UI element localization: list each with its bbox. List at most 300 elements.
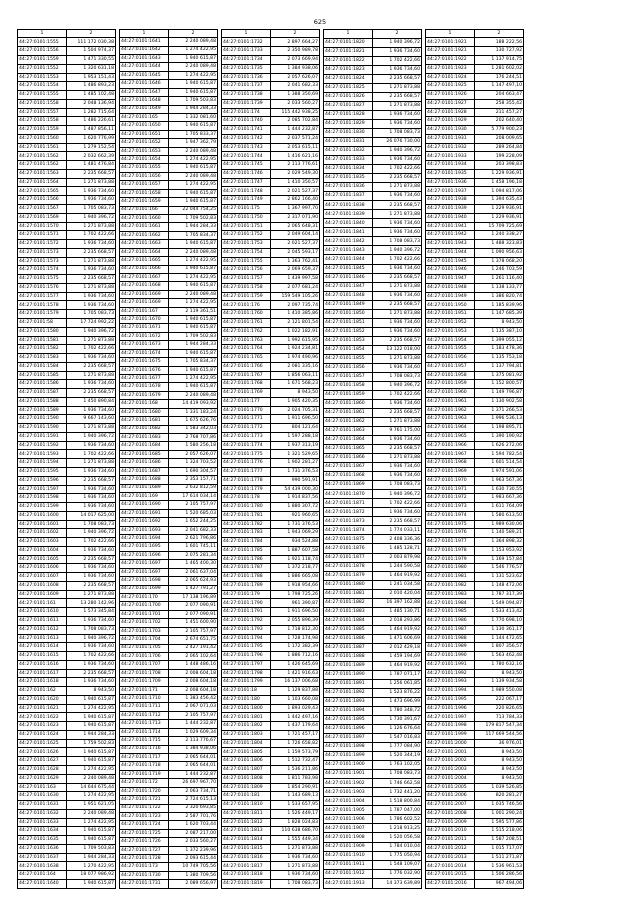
table-row bbox=[120, 754, 218, 762]
cadastral-number-cell: 44:27:0101:1825 bbox=[324, 83, 373, 92]
cadastral-number-cell: 44:27:0101:1703 bbox=[120, 627, 169, 635]
table-row bbox=[18, 406, 116, 415]
cadastral-number-cell: 44:27:0101:1586 bbox=[18, 380, 67, 389]
table-row bbox=[18, 441, 116, 450]
value-cell: 16 137 006,68 bbox=[271, 678, 320, 687]
table-row bbox=[222, 555, 320, 564]
value-cell: 2 029 549,30 bbox=[271, 169, 320, 178]
cadastral-number-cell: 44:27:0101:2000 bbox=[426, 739, 475, 748]
table-row bbox=[426, 187, 524, 196]
value-cell: 1 708 083,73 bbox=[373, 770, 422, 779]
value-cell: 1 914 837,56 bbox=[271, 494, 320, 503]
cadastral-number-cell: 44:27:0101:1953 bbox=[426, 327, 475, 336]
table-row bbox=[324, 345, 422, 354]
value-cell: 2 113 776,67 bbox=[169, 737, 218, 745]
cadastral-number-cell: 44:27:0101:1807 bbox=[222, 766, 271, 775]
value-cell: 1 702 422,66 bbox=[67, 450, 116, 459]
value-cell: 2 010 420,04 bbox=[373, 589, 422, 598]
cadastral-number-cell: 44:27:0101:1872 bbox=[324, 508, 373, 517]
table-row bbox=[18, 126, 116, 135]
cadastral-number-cell: 44:27:0101:1618 bbox=[18, 678, 67, 687]
value-cell: 1 512 732,47 bbox=[271, 757, 320, 766]
value-cell: 1 380 709,56 bbox=[169, 871, 218, 879]
table-row bbox=[324, 120, 422, 129]
table-row bbox=[324, 47, 422, 56]
table-row bbox=[222, 318, 320, 327]
cadastral-number-cell: 44:27:0101:1997 bbox=[426, 713, 475, 722]
cadastral-number-cell: 44:27:0101:1598 bbox=[18, 494, 67, 503]
cadastral-number-cell: 44:27:0101:1751 bbox=[222, 222, 271, 231]
cadastral-number-cell: 44:27:0101:1695 bbox=[120, 543, 169, 551]
value-cell: 1 035 746,56 bbox=[475, 801, 524, 810]
table-row bbox=[18, 590, 116, 599]
table-row bbox=[18, 862, 116, 871]
table-row bbox=[324, 291, 422, 300]
table-row bbox=[222, 275, 320, 284]
value-cell: 1 652 244,25 bbox=[169, 518, 218, 526]
value-cell: 1 421 916,63 bbox=[271, 669, 320, 678]
column-header: 1 bbox=[18, 30, 67, 38]
table-row bbox=[120, 636, 218, 644]
value-cell: 713 784,33 bbox=[475, 713, 524, 722]
cadastral-number-cell: 44:27:0101:1960 bbox=[426, 389, 475, 398]
value-cell: 1 140 589,21 bbox=[475, 529, 524, 538]
table-row bbox=[222, 695, 320, 704]
cadastral-number-cell: 44:27:0101:1862 bbox=[324, 418, 373, 427]
table-row bbox=[426, 91, 524, 100]
registry-table bbox=[17, 29, 623, 889]
table-row bbox=[222, 476, 320, 485]
cadastral-number-cell: 44:27:0101:1774 bbox=[222, 441, 271, 450]
table-row bbox=[426, 476, 524, 485]
table-row bbox=[18, 538, 116, 547]
table-row bbox=[222, 354, 320, 363]
cadastral-number-cell: 44:27:0101:1671 bbox=[120, 324, 169, 332]
table-row bbox=[120, 711, 218, 719]
table-row bbox=[120, 804, 218, 812]
table-row bbox=[120, 787, 218, 795]
table-row bbox=[426, 397, 524, 406]
cadastral-number-cell: 44:27:0101:1694 bbox=[120, 535, 169, 543]
table-row bbox=[120, 467, 218, 475]
value-cell: 2 073 669,94 bbox=[271, 56, 320, 65]
table-row bbox=[426, 739, 524, 748]
table-row bbox=[222, 432, 320, 441]
value-cell: 14 644 675,44 bbox=[67, 783, 116, 792]
value-cell: 2 045 593,17 bbox=[271, 248, 320, 257]
value-cell: 1 936 734,60 bbox=[373, 65, 422, 74]
table-row bbox=[324, 535, 422, 544]
cadastral-number-cell: 44:27:0101:1597 bbox=[18, 485, 67, 494]
table-row bbox=[426, 467, 524, 476]
cadastral-number-cell: 44:27:0101:1942 bbox=[426, 231, 475, 240]
value-cell: 1 536 961,53 bbox=[475, 862, 524, 871]
table-row bbox=[222, 503, 320, 512]
value-cell: 1 983 667,36 bbox=[475, 494, 524, 503]
value-cell: 1 271 873,88 bbox=[373, 454, 422, 463]
value-cell: 1 940 615,87 bbox=[169, 265, 218, 273]
cadastral-number-cell: 44:27:0101:1720 bbox=[120, 787, 169, 795]
cadastral-number-cell: 44:27:0101:1592 bbox=[18, 441, 67, 450]
cadastral-number-cell: 44:27:0101:1965 bbox=[426, 432, 475, 441]
value-cell: 2 008 604,18 bbox=[169, 686, 218, 694]
value-cell: 1 763 102,05 bbox=[373, 761, 422, 770]
cadastral-number-cell: 44:27:0101:1728 bbox=[120, 855, 169, 863]
table-row bbox=[222, 91, 320, 100]
table-row bbox=[324, 481, 422, 490]
value-cell: 1 811 783,98 bbox=[271, 774, 320, 783]
table-row bbox=[426, 634, 524, 643]
cadastral-number-cell: 44:27:0101:1725 bbox=[120, 829, 169, 837]
value-cell: 1 702 422,66 bbox=[67, 345, 116, 354]
cadastral-number-cell: 44:27:0101:1838 bbox=[324, 201, 373, 210]
table-row bbox=[120, 855, 218, 863]
cadastral-number-cell: 44:27:0101:1839 bbox=[324, 210, 373, 219]
value-cell: 1 940 396,72 bbox=[67, 213, 116, 222]
table-row bbox=[426, 231, 524, 240]
cadastral-number-cell: 44:27:0101:1954 bbox=[426, 336, 475, 345]
value-cell: 1 383 456,42 bbox=[169, 695, 218, 703]
table-row bbox=[426, 503, 524, 512]
value-cell: 1 787 317,39 bbox=[475, 590, 524, 599]
table-row bbox=[120, 282, 218, 290]
table-row bbox=[222, 739, 320, 748]
value-cell: 1 384 938,06 bbox=[271, 64, 320, 73]
value-cell: 1 271 873,88 bbox=[373, 183, 422, 192]
value-cell: 1 936 734,60 bbox=[67, 617, 116, 626]
table-row bbox=[120, 652, 218, 660]
cadastral-number-cell: 44:27:0101:1715 bbox=[120, 737, 169, 745]
table-row bbox=[426, 441, 524, 450]
table-row bbox=[222, 47, 320, 56]
cadastral-number-cell: 44:27:0101:1931 bbox=[426, 134, 475, 143]
value-cell: 1 963 567,36 bbox=[475, 476, 524, 485]
cadastral-number-cell: 44:27:0101:1628 bbox=[18, 766, 67, 775]
value-cell: 1 246 703,59 bbox=[475, 266, 524, 275]
value-cell: 1 523 876,22 bbox=[373, 688, 422, 697]
table-row bbox=[18, 687, 116, 696]
cadastral-number-cell: 44:27:0101:1585 bbox=[18, 371, 67, 380]
cadastral-number-cell: 44:27:0101:1559 bbox=[18, 56, 67, 65]
value-cell: 2 674 651,75 bbox=[169, 636, 218, 644]
table-row bbox=[426, 415, 524, 424]
cadastral-number-cell: 44:27:0101:1952 bbox=[426, 318, 475, 327]
table-row bbox=[426, 380, 524, 389]
value-cell: 2 057 626,07 bbox=[271, 73, 320, 82]
table-row bbox=[18, 678, 116, 687]
table-row bbox=[426, 371, 524, 380]
cadastral-number-cell: 44:27:0101:166 bbox=[120, 206, 169, 214]
table-row bbox=[324, 734, 422, 743]
cadastral-number-cell: 44:27:0101:167 bbox=[120, 307, 169, 315]
cadastral-number-cell: 44:27:0101:1558 bbox=[18, 117, 67, 126]
cadastral-number-cell: 44:27:0101:1777 bbox=[222, 467, 271, 476]
cadastral-number-cell: 44:27:0101:1836 bbox=[324, 183, 373, 192]
table-row bbox=[426, 809, 524, 818]
cadastral-number-cell: 44:27:0101:1641 bbox=[120, 38, 169, 46]
cadastral-number-cell: 44:27:0101:1924 bbox=[426, 73, 475, 82]
table-row bbox=[426, 292, 524, 301]
value-cell: 54 439 000,30 bbox=[271, 485, 320, 494]
cadastral-number-cell: 44:27:0101:1557 bbox=[18, 108, 67, 117]
value-cell: 2 087 217,00 bbox=[169, 829, 218, 837]
value-cell: 258 355,42 bbox=[475, 99, 524, 108]
table-row bbox=[18, 91, 116, 100]
cadastral-number-cell: 44:27:0101:1864 bbox=[324, 436, 373, 445]
cadastral-number-cell: 44:27:0101:1789 bbox=[222, 581, 271, 590]
table-row bbox=[120, 821, 218, 829]
table-row bbox=[426, 581, 524, 590]
table-row bbox=[18, 818, 116, 827]
value-cell: 2 121 801,54 bbox=[271, 318, 320, 327]
table-row bbox=[18, 380, 116, 389]
table-row bbox=[426, 248, 524, 257]
cadastral-number-cell: 44:27:0101:1733 bbox=[222, 47, 271, 56]
value-cell: 2 235 668,57 bbox=[67, 362, 116, 371]
table-row bbox=[222, 283, 320, 292]
table-row bbox=[120, 737, 218, 745]
cadastral-number-cell: 44:27:0101:1902 bbox=[324, 779, 373, 788]
value-cell: 1 921 118,74 bbox=[271, 555, 320, 564]
table-row bbox=[120, 535, 218, 543]
cadastral-number-cell: 44:27:0101:1972 bbox=[426, 494, 475, 503]
table-row bbox=[222, 196, 320, 205]
table-row bbox=[426, 722, 524, 731]
table-row bbox=[222, 643, 320, 652]
value-cell: 204 663,47 bbox=[475, 91, 524, 100]
value-cell: 1 911 696,50 bbox=[271, 608, 320, 617]
cadastral-number-cell: 44:27:0101:1945 bbox=[426, 257, 475, 266]
value-cell: 1 029 609,34 bbox=[169, 728, 218, 736]
cadastral-number-cell: 44:27:0101:1866 bbox=[324, 454, 373, 463]
value-cell: 1 144 472,65 bbox=[475, 634, 524, 643]
cadastral-number-cell: 44:27:0101:1655 bbox=[120, 164, 169, 172]
table-row bbox=[324, 851, 422, 860]
value-cell: 1 936 734,60 bbox=[67, 354, 116, 363]
cadastral-number-cell: 44:27:0101:1895 bbox=[324, 716, 373, 725]
table-row bbox=[324, 661, 422, 670]
value-cell: 1 936 734,60 bbox=[271, 853, 320, 862]
table-row bbox=[18, 196, 116, 205]
cadastral-number-cell: 44:27:0101:1565 bbox=[18, 187, 67, 196]
table-row bbox=[426, 82, 524, 91]
cadastral-number-cell: 44:27:0101:1731 bbox=[120, 880, 169, 889]
value-cell: 1 702 422,66 bbox=[67, 231, 116, 240]
value-cell: 1 271 873,88 bbox=[67, 336, 116, 345]
value-cell: 1 583 342,03 bbox=[169, 425, 218, 433]
table-row bbox=[426, 660, 524, 669]
value-cell: 1 992 615,95 bbox=[271, 336, 320, 345]
cadastral-number-cell: 44:27:0101:1978 bbox=[426, 546, 475, 555]
cadastral-number-cell: 44:27:0101:1847 bbox=[324, 282, 373, 291]
column-header: 2 bbox=[373, 30, 422, 39]
value-cell: 1 702 422,66 bbox=[373, 255, 422, 264]
value-cell: 1 152 800,57 bbox=[475, 380, 524, 389]
table-row bbox=[324, 309, 422, 318]
cadastral-number-cell: 44:27:0101:1968 bbox=[426, 459, 475, 468]
value-cell: 1 324 703,52 bbox=[169, 459, 218, 467]
table-row bbox=[222, 757, 320, 766]
table-row bbox=[222, 652, 320, 661]
cadastral-number-cell: 44:27:0101:1823 bbox=[324, 65, 373, 74]
table-row bbox=[222, 301, 320, 310]
cadastral-number-cell: 44:27:0101:2015 bbox=[426, 871, 475, 880]
value-cell: 2 235 668,57 bbox=[373, 445, 422, 454]
table-row bbox=[222, 774, 320, 783]
table-row bbox=[120, 829, 218, 837]
table-row bbox=[222, 169, 320, 178]
cadastral-number-cell: 44:27:0101:1611 bbox=[18, 617, 67, 626]
cadastral-number-cell: 44:27:0101:1819 bbox=[222, 879, 271, 888]
cadastral-number-cell: 44:27:0101:1888 bbox=[324, 652, 373, 661]
value-cell: 115 442 938,25 bbox=[271, 108, 320, 117]
column-header: 2 bbox=[475, 30, 524, 38]
value-cell: 2 033 560,27 bbox=[169, 838, 218, 846]
table-row bbox=[18, 143, 116, 152]
cadastral-number-cell: 44:27:0101:1702 bbox=[120, 619, 169, 627]
table-row bbox=[426, 564, 524, 573]
table-row bbox=[222, 310, 320, 319]
cadastral-number-cell: 44:27:0101:1791 bbox=[222, 608, 271, 617]
cadastral-number-cell: 44:27:0101:1661 bbox=[120, 223, 169, 231]
cadastral-number-cell: 44:27:0101:1832 bbox=[324, 147, 373, 156]
table-row bbox=[426, 871, 524, 880]
cadastral-number-cell: 44:27:0101:1710 bbox=[120, 695, 169, 703]
table-row bbox=[426, 108, 524, 117]
value-cell: 1 940 615,87 bbox=[67, 757, 116, 766]
value-cell: 1 936 734,60 bbox=[67, 494, 116, 503]
table-row bbox=[324, 743, 422, 752]
table-row bbox=[120, 619, 218, 627]
table-row bbox=[426, 774, 524, 783]
table-row bbox=[222, 397, 320, 406]
value-cell: 1 775 050,94 bbox=[373, 851, 422, 860]
cadastral-number-cell: 44:27:0101:1605 bbox=[18, 555, 67, 564]
cadastral-number-cell: 44:27:0101:1772 bbox=[222, 424, 271, 433]
table-row bbox=[324, 228, 422, 237]
value-cell: 1 708 083,73 bbox=[271, 879, 320, 888]
cadastral-number-cell: 44:27:0101:1678 bbox=[120, 383, 169, 391]
table-row bbox=[426, 730, 524, 739]
cadastral-number-cell: 44:27:0101:1958 bbox=[426, 371, 475, 380]
value-cell: 2 033 560,27 bbox=[271, 99, 320, 108]
value-cell: 1 936 734,60 bbox=[373, 363, 422, 372]
value-cell: 1 886 665,08 bbox=[271, 573, 320, 582]
value-cell: 1 709 503,83 bbox=[67, 844, 116, 853]
value-cell: 2 621 796,86 bbox=[169, 535, 218, 543]
cadastral-number-cell: 44:27:0101:1991 bbox=[426, 660, 475, 669]
value-cell: 1 426 645,69 bbox=[271, 660, 320, 669]
cadastral-number-cell: 44:27:0101:1781 bbox=[222, 511, 271, 520]
value-cell: 1 595 577,86 bbox=[475, 818, 524, 827]
cadastral-number-cell: 44:27:0101:1889 bbox=[324, 661, 373, 670]
cadastral-number-cell: 44:27:0101:163 bbox=[18, 783, 67, 792]
value-cell: 1 390 190,92 bbox=[475, 432, 524, 441]
table-row bbox=[324, 74, 422, 83]
cadastral-number-cell: 44:27:0101:1633 bbox=[18, 818, 67, 827]
cadastral-number-cell: 44:27:0101:1758 bbox=[222, 283, 271, 292]
value-cell: 1 731 376,53 bbox=[271, 520, 320, 529]
cadastral-number-cell: 44:27:0101:1816 bbox=[222, 853, 271, 862]
table-row bbox=[120, 770, 218, 778]
value-cell: 13 280 142,96 bbox=[67, 599, 116, 608]
cadastral-number-cell: 44:27:0101:1755 bbox=[222, 257, 271, 266]
table-row bbox=[222, 581, 320, 590]
table-row bbox=[426, 450, 524, 459]
cadastral-number-cell: 44:27:0101:1572 bbox=[18, 240, 67, 249]
table-row bbox=[222, 441, 320, 450]
cadastral-number-cell: 44:27:0101:1922 bbox=[426, 56, 475, 65]
cadastral-number-cell: 44:27:0101:1881 bbox=[324, 589, 373, 598]
value-cell: 1 143 689,13 bbox=[271, 792, 320, 801]
table-row bbox=[18, 82, 116, 91]
value-cell: 1 924 234,81 bbox=[271, 345, 320, 354]
cadastral-number-cell: 44:27:0101:2016 bbox=[426, 879, 475, 888]
table-row bbox=[120, 113, 218, 121]
value-cell: 961 390,87 bbox=[271, 599, 320, 608]
value-cell: 2 235 668,57 bbox=[373, 273, 422, 282]
table-row bbox=[426, 126, 524, 135]
cadastral-number-cell: 44:27:0101:1775 bbox=[222, 450, 271, 459]
table-row bbox=[324, 770, 422, 779]
cadastral-number-cell: 44:27:0101:1837 bbox=[324, 192, 373, 201]
cadastral-number-cell: 44:27:0101:1883 bbox=[324, 607, 373, 616]
value-cell: 1 388 350,69 bbox=[271, 91, 320, 100]
column-header: 2 bbox=[271, 30, 320, 38]
table-block bbox=[119, 29, 218, 889]
table-row bbox=[426, 222, 524, 231]
value-cell: 1 271 873,88 bbox=[67, 178, 116, 187]
table-row bbox=[222, 573, 320, 582]
value-cell: 179 817 547,34 bbox=[475, 722, 524, 731]
cadastral-number-cell: 44:27:0101:1894 bbox=[324, 707, 373, 716]
value-cell: 967 494,06 bbox=[475, 879, 524, 888]
cadastral-number-cell: 44:27:0101:1567 bbox=[18, 205, 67, 214]
value-cell: 1 129 837,88 bbox=[271, 687, 320, 696]
value-cell: 211 457,27 bbox=[475, 108, 524, 117]
table-row bbox=[426, 608, 524, 617]
value-cell: 1 270 422,95 bbox=[67, 862, 116, 871]
value-cell: 1 274 422,95 bbox=[67, 792, 116, 801]
table-row bbox=[18, 879, 116, 888]
table-row bbox=[324, 110, 422, 119]
cadastral-number-cell: 44:27:0101:1898 bbox=[324, 743, 373, 752]
table-row bbox=[222, 730, 320, 739]
page-number: 625 bbox=[313, 18, 327, 26]
table-row bbox=[18, 757, 116, 766]
value-cell: 2 041 682,33 bbox=[169, 526, 218, 534]
value-cell: 1 147 497,10 bbox=[475, 82, 524, 91]
cadastral-number-cell: 44:27:0101:1961 bbox=[426, 397, 475, 406]
cadastral-number-cell: 44:27:0101:1956 bbox=[426, 354, 475, 363]
cadastral-number-cell: 44:27:0101:1869 bbox=[324, 481, 373, 490]
value-cell: 1 828 024,83 bbox=[271, 818, 320, 827]
value-cell: 1 940 396,72 bbox=[373, 246, 422, 255]
cadastral-number-cell: 44:27:0101:1642 bbox=[120, 46, 169, 54]
cadastral-number-cell: 44:27:0101:1842 bbox=[324, 237, 373, 246]
table-row bbox=[222, 871, 320, 880]
cadastral-number-cell: 44:27:0101:1900 bbox=[324, 761, 373, 770]
table-row bbox=[120, 459, 218, 467]
value-cell: 2 632 812,59 bbox=[169, 484, 218, 492]
cadastral-number-cell: 44:27:0101:1913 bbox=[324, 878, 373, 888]
value-cell: 1 410 350,57 bbox=[271, 178, 320, 187]
cadastral-number-cell: 44:27:0101:177 bbox=[222, 397, 271, 406]
table-row bbox=[426, 801, 524, 810]
cadastral-number-cell: 44:27:0101:2014 bbox=[426, 862, 475, 871]
cadastral-number-cell: 44:27:0101:1971 bbox=[426, 485, 475, 494]
cadastral-number-cell: 44:27:0101:1828 bbox=[324, 110, 373, 119]
